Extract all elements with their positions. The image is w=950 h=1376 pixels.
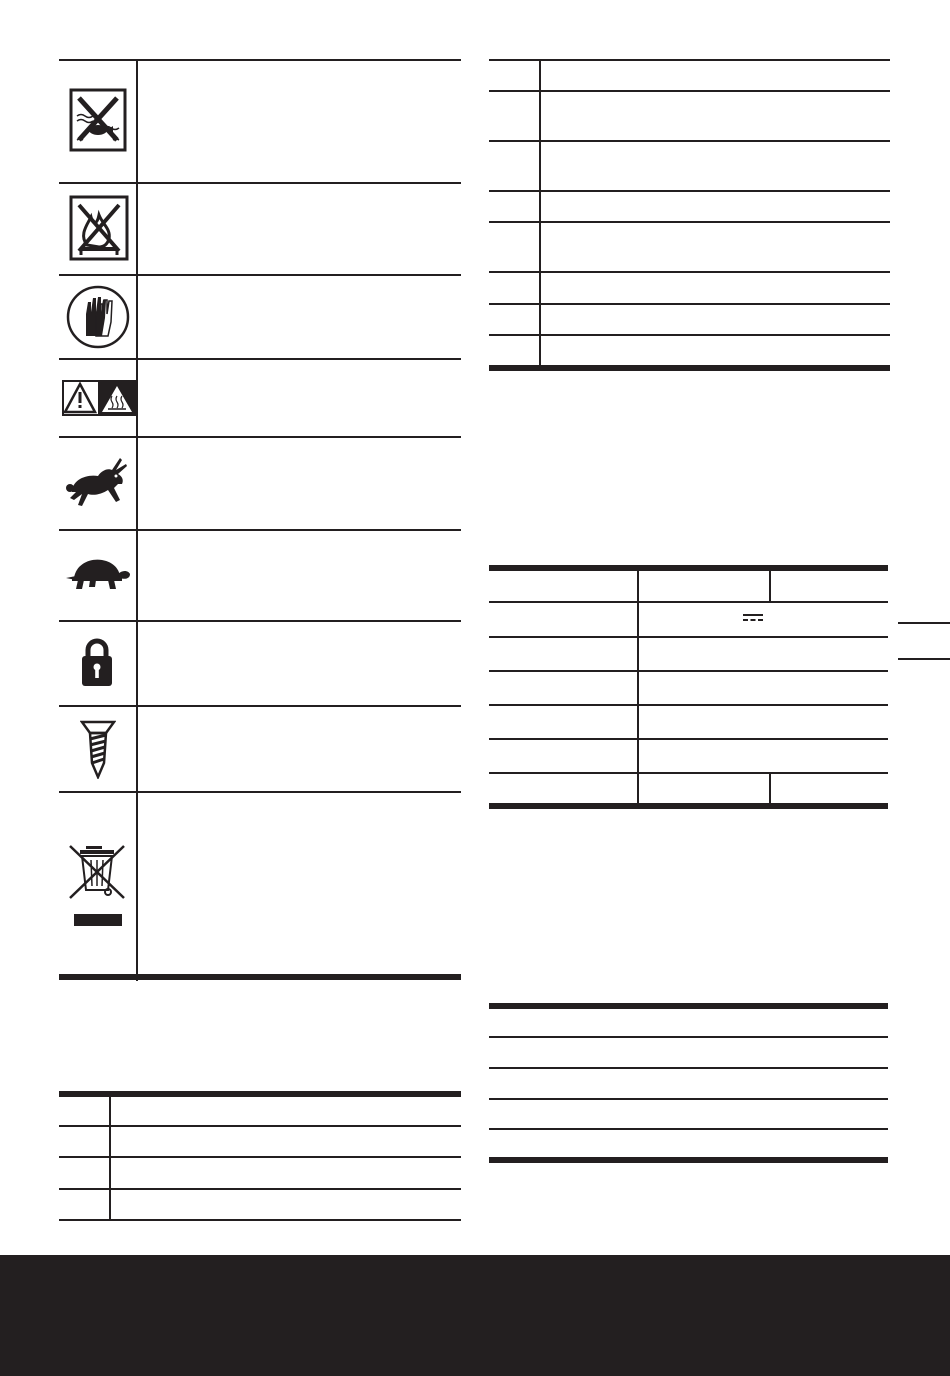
dc-current-icon bbox=[743, 613, 763, 623]
warning-hot-surface-icon bbox=[62, 380, 136, 416]
screw-icon bbox=[80, 719, 116, 779]
table-rule bbox=[59, 1188, 461, 1190]
table-rule bbox=[489, 704, 888, 706]
table-rule bbox=[59, 274, 461, 276]
table-bottom-rule bbox=[489, 803, 888, 809]
table-rule bbox=[489, 772, 888, 774]
table-rule bbox=[489, 1128, 888, 1130]
no-fire-disposal-icon bbox=[69, 195, 129, 261]
language-tab-marker bbox=[898, 622, 950, 624]
table-rule bbox=[489, 670, 888, 672]
table-rule bbox=[489, 303, 890, 305]
table-rule bbox=[59, 182, 461, 184]
table-rule bbox=[489, 190, 890, 192]
table-rule bbox=[489, 140, 890, 142]
wear-gloves-icon bbox=[66, 284, 130, 350]
table-rule bbox=[59, 1156, 461, 1158]
padlock-icon bbox=[80, 636, 114, 688]
table-column-divider bbox=[136, 59, 138, 981]
table-rule bbox=[59, 1125, 461, 1127]
table-rule bbox=[489, 1098, 888, 1100]
table-column-divider bbox=[539, 59, 541, 371]
table-rule bbox=[489, 601, 888, 603]
table-rule bbox=[59, 620, 461, 622]
table-rule bbox=[59, 705, 461, 707]
table-bottom-rule bbox=[489, 365, 890, 371]
table-rule bbox=[489, 738, 888, 740]
table-top-rule bbox=[59, 1091, 461, 1097]
table-rule bbox=[489, 90, 890, 92]
table-rule bbox=[489, 334, 890, 336]
table-top-rule bbox=[489, 1003, 888, 1009]
table-rule bbox=[489, 1036, 888, 1038]
table-top-rule bbox=[489, 565, 888, 571]
table-rule bbox=[59, 436, 461, 438]
turtle-slow-speed-icon bbox=[62, 556, 132, 592]
language-tab-marker bbox=[898, 658, 950, 660]
table-rule bbox=[59, 358, 461, 360]
table-rule bbox=[59, 529, 461, 531]
table-rule bbox=[489, 271, 890, 273]
table-rule bbox=[489, 221, 890, 223]
table-rule bbox=[59, 1219, 461, 1221]
table-rule bbox=[59, 59, 461, 61]
rabbit-fast-speed-icon bbox=[64, 456, 130, 510]
page-footer-band bbox=[0, 1255, 950, 1376]
table-bottom-rule bbox=[489, 1157, 888, 1163]
table-column-divider bbox=[769, 571, 771, 602]
table-rule bbox=[59, 791, 461, 793]
table-column-divider bbox=[109, 1097, 111, 1220]
table-rule bbox=[489, 1067, 888, 1069]
table-rule bbox=[489, 636, 888, 638]
weee-crossed-bin-icon bbox=[66, 842, 130, 928]
no-water-disposal-icon bbox=[69, 88, 127, 152]
table-bottom-rule bbox=[59, 974, 461, 980]
table-rule bbox=[489, 59, 890, 61]
